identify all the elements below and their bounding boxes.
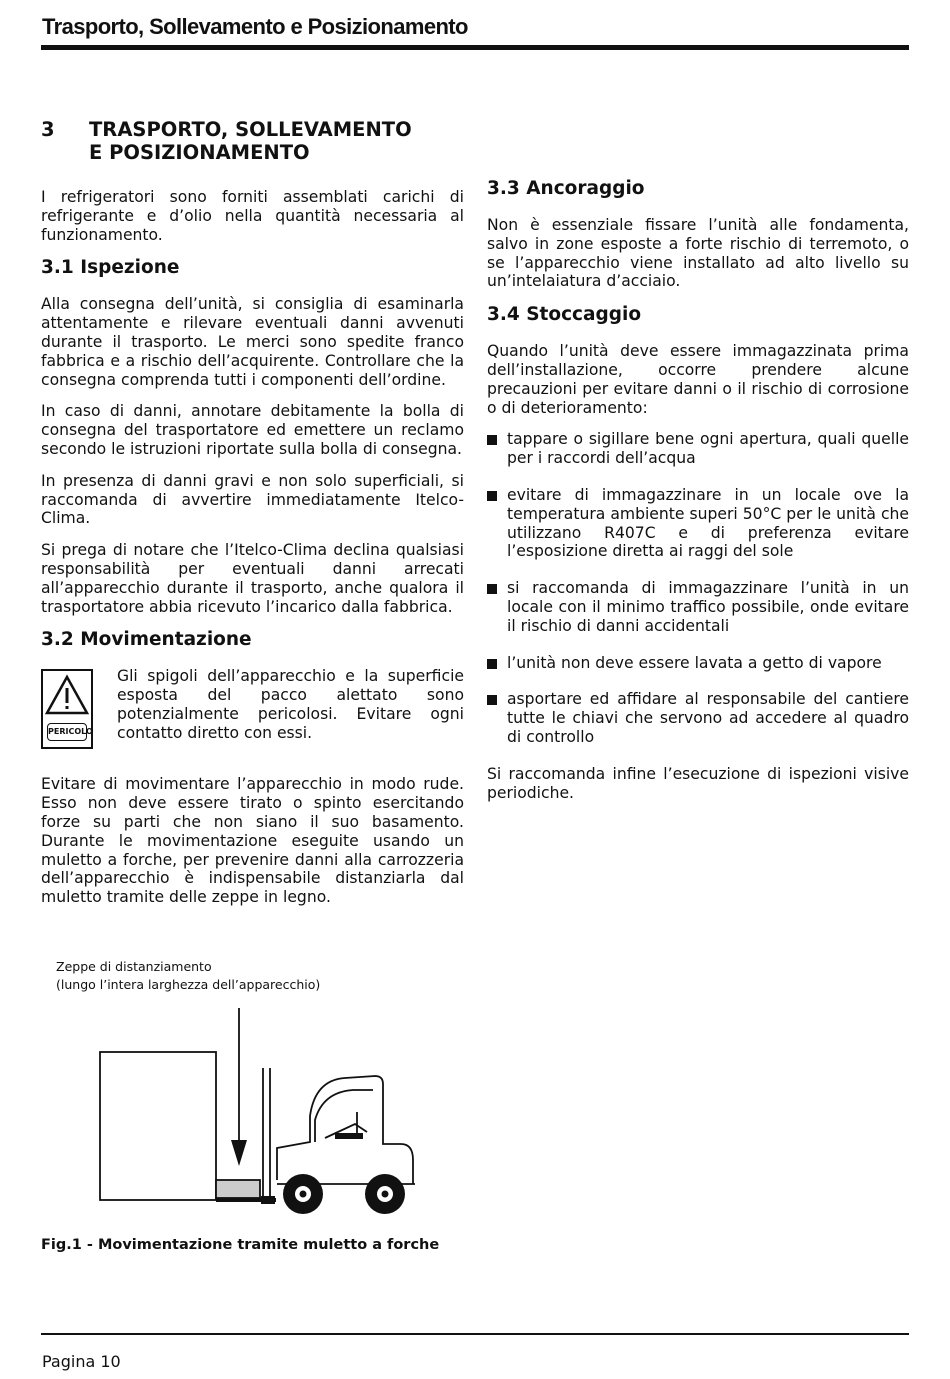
section-3-1-paragraph: In presenza di danni gravi e non solo superficiali, si raccomanda di avvertire immediatamente Itelco-Clima. — [41, 471, 464, 528]
header-rule — [41, 45, 909, 50]
section-3-number: 3 — [41, 118, 55, 141]
warning-triangle-icon — [43, 673, 91, 723]
forklift-illustration — [95, 1008, 425, 1218]
section-3-1-paragraph: In caso di danni, annotare debitamente la bolla di consegna del trasportatore ed emettere un reclamo secondo le istruzioni riportate sulla bolla di consegna. — [41, 402, 464, 458]
danger-warning — [41, 667, 464, 749]
bullet-square-icon — [487, 659, 497, 669]
wheel-icon — [365, 1174, 405, 1214]
section-3-4-closing: Si raccomanda infine l’esecuzione di ispezioni visive periodiche. — [487, 764, 909, 802]
bullet-square-icon — [487, 435, 497, 445]
bullet-square-icon — [487, 491, 497, 501]
section-3-heading — [41, 118, 464, 164]
wooden-spacer — [216, 1180, 260, 1198]
section-3-intro: I refrigeratori sono forniti assemblati carichi di refrigerante e d’olio nella quantità necessaria al funzionamento. — [41, 188, 464, 244]
list-item: evitare di immagazzinare in un locale ove la temperatura ambiente superi 50°C per le unità che utilizzano R407C e di preferenza evitare l’esposizione diretta ai raggi del sole — [487, 486, 909, 561]
page-header-title: Trasporto, Sollevamento e Posizionamento — [42, 14, 468, 39]
right-column — [487, 178, 909, 815]
footer-rule — [41, 1333, 909, 1335]
appliance-box — [100, 1052, 216, 1200]
section-3-1-paragraph: Alla consegna dell’unità, si consiglia di esaminarla attentamente e rilevare eventuali danni avvenuti durante il trasporto. Le merci sono spedite franco fabbrica e a rischio dell’acquirente. Controllare che la consegna comprenda tutti i componenti dell’ordine. — [41, 295, 464, 389]
danger-label: PERICOLO — [47, 723, 87, 741]
page-number: Pagina 10 — [42, 1352, 121, 1371]
down-arrow-icon — [231, 1140, 247, 1166]
section-3-2-paragraph: Evitare di movimentare l’apparecchio in modo rude. Esso non deve essere tirato o spinto esercitando forze su parti che non siano il suo basamento. Durante le movimentazione eseguite usando un muletto a forche, per prevenire danni alla carrozzeria dell’apparecchio è indispensabile distanziarla dal muletto tramite delle zeppe in legno. — [41, 775, 464, 907]
left-column — [41, 118, 464, 920]
list-item: tappare o sigillare bene ogni apertura, quali quelle per i raccordi dell’acqua — [487, 430, 909, 468]
list-item: asportare ed affidare al responsabile del cantiere tutte le chiavi che servono ad accedere al quadro di controllo — [487, 690, 909, 746]
figure-label-line2: (lungo l’intera larghezza dell’apparecchio) — [56, 977, 321, 992]
forklift-body — [277, 1076, 413, 1184]
figure-label — [56, 958, 320, 994]
warning-text: Gli spigoli dell’apparecchio e la superficie esposta del pacco alettato sono potenzialmente pericolosi. Evitare ogni contatto diretto con essi. — [117, 667, 464, 742]
figure-label-line1: Zeppe di distanziamento — [56, 959, 212, 974]
wheel-icon — [283, 1174, 323, 1214]
section-3-3-heading: 3.3 Ancoraggio — [487, 178, 645, 199]
section-3-2-heading: 3.2 Movimentazione — [41, 629, 252, 651]
danger-sign — [41, 669, 93, 749]
section-3-3-paragraph: Non è essenziale fissare l’unità alle fondamenta, salvo in zone esposte a forte rischio di terremoto, o se l’apparecchio viene installato ad alto livello su un’intelaiatura d’acciaio. — [487, 216, 909, 291]
section-3-title-line1: TRASPORTO, SOLLEVAMENTO — [89, 118, 412, 141]
section-3-4-heading: 3.4 Stoccaggio — [487, 304, 642, 326]
section-3-title-line2: E POSIZIONAMENTO — [89, 141, 310, 164]
section-3-4-paragraph: Quando l’unità deve essere immagazzinata prima dell’installazione, occorre prendere alcune precauzioni per evitare danni o il rischio di corrosione o di deterioramento: — [487, 342, 909, 417]
section-3-1-heading: 3.1 Ispezione — [41, 257, 180, 279]
bullet-square-icon — [487, 584, 497, 594]
bullet-square-icon — [487, 695, 497, 705]
figure-caption: Fig.1 - Movimentazione tramite muletto a forche — [41, 1237, 440, 1253]
section-3-1-paragraph: Si prega di notare che l’Itelco-Clima declina qualsiasi responsabilità per eventuali danni arrecati all’apparecchio durante il trasporto, anche qualora il trasportatore abbia ricevuto l’incarico dalla fabbrica. — [41, 541, 464, 616]
list-item: si raccomanda di immagazzinare l’unità in un locale con il minimo traffico possibile, onde evitare il rischio di danni accidentali — [487, 579, 909, 635]
storage-bullet-list — [487, 430, 909, 746]
list-item: l’unità non deve essere lavata a getto di vapore — [487, 654, 909, 673]
